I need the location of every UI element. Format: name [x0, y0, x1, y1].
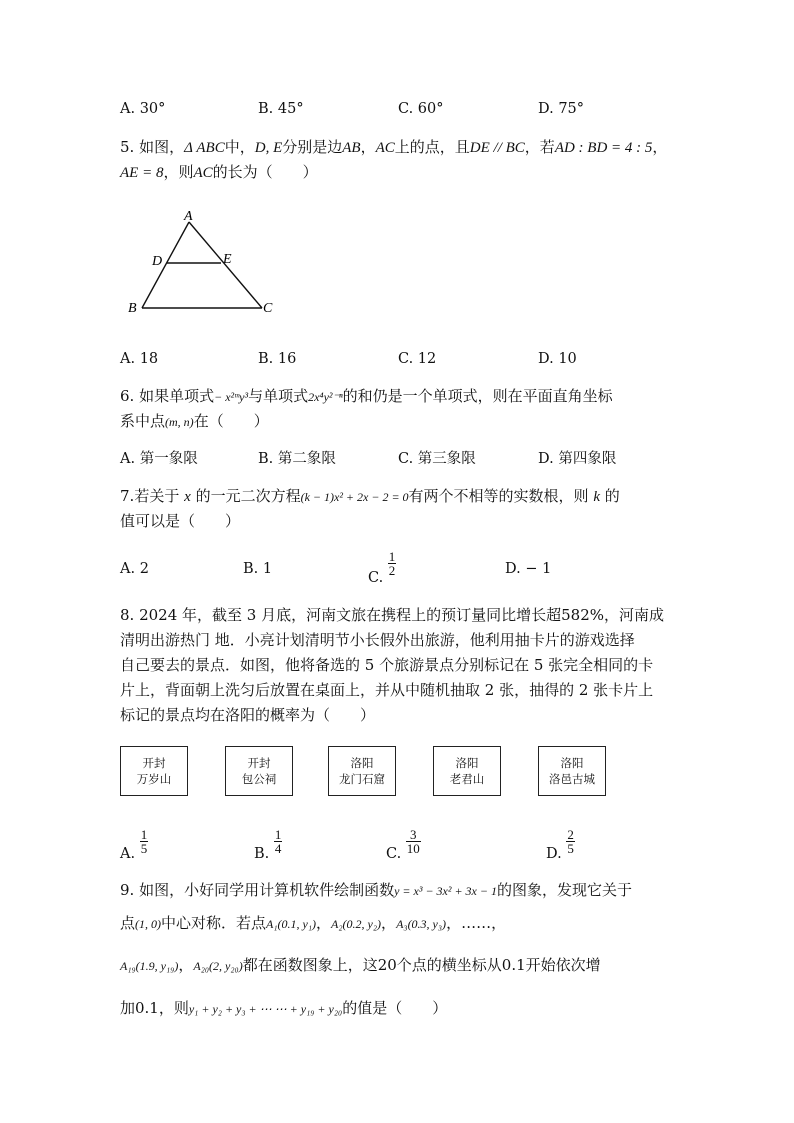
q7-option-b[interactable]: B. 1	[243, 561, 273, 577]
q4-option-c[interactable]	[398, 99, 444, 119]
option-value: 45°	[277, 101, 304, 117]
q7-line2: 值可以是（ ）	[120, 512, 241, 530]
label-a: A	[184, 209, 193, 224]
q5-option-d[interactable]: D. 10	[538, 351, 577, 367]
q5-option-a[interactable]: A. 18	[120, 351, 159, 367]
q9-line3: A₁₉(1.9, y₁₉)，A₂₀(2, y₂₀)都在函数图象上，这20个点的横坐标从0.1开始依次增	[120, 956, 601, 974]
q8-option-c[interactable]: C. $\frac{3}{10}$	[386, 827, 420, 862]
q9-line4: 加0.1，则y₁ + y₂ + y₃ + ⋯ ⋯ + y₁₉ + y₂₀的值是（ ）	[120, 999, 448, 1017]
card-luoyang-longmen: 洛阳 龙门石窟	[328, 746, 396, 796]
option-key: B.	[258, 101, 274, 117]
q8-line3: 自己要去的景点．如图，他将备选的 5 个旅游景点分别标记在 5 张完全相同的卡	[120, 656, 654, 674]
option-key: A.	[120, 101, 136, 117]
q8-line4: 片上，背面朝上洗匀后放置在桌面上，并从中随机抽取 2 张，抽得的 2 张卡片上	[120, 681, 654, 699]
q9-line1: 9. 如图，小好同学用计算机软件绘制函数y = x³ − 3x² + 3x − 1的图象，发现它关于	[120, 881, 632, 899]
triangle-figure	[120, 205, 290, 320]
q8-option-d[interactable]: D. $\frac{2}{5}$	[546, 827, 574, 862]
q5-line1: 5. 如图，Δ ABC中，D, E分别是边AB，AC上的点，且DE // BC，若AD : BD = 4 : 5，	[120, 138, 668, 156]
q6-option-d[interactable]: D. 第四象限	[538, 451, 617, 467]
option-value: 30°	[139, 101, 166, 117]
label-b: B	[128, 301, 137, 316]
card-luoyang-luoyi: 洛阳 洛邑古城	[538, 746, 606, 796]
q7-option-c[interactable]: C. $\frac{1}{2}$	[368, 549, 396, 586]
label-d: D	[152, 254, 163, 269]
q7-option-a[interactable]: A. 2	[120, 561, 149, 577]
q7-option-d[interactable]: D. − 1	[505, 561, 552, 577]
fraction: $\frac{1}{2}$	[388, 549, 396, 578]
q6-option-c[interactable]: C. 第三象限	[398, 451, 476, 467]
q4-option-b[interactable]	[258, 99, 304, 119]
q8-line5: 标记的景点均在洛阳的概率为（ ）	[120, 706, 376, 724]
q8-line2: 清明出游热门 地．小亮计划清明节小长假外出旅游，他利用抽卡片的游戏选择	[120, 631, 635, 649]
q6-option-b[interactable]: B. 第二象限	[258, 451, 336, 467]
q9-line2: 点(1, 0)中心对称．若点A₁(0.1, y₁)，A₂(0.2, y₂)，A₃(0.3, y₃)，……，	[120, 914, 507, 932]
q6-option-a[interactable]: A. 第一象限	[120, 451, 198, 467]
label-c: C	[263, 301, 273, 316]
q4-option-a[interactable]	[120, 99, 165, 119]
q8-option-b[interactable]: B. $\frac{1}{4}$	[254, 827, 282, 862]
option-value: 75°	[558, 101, 585, 117]
q5-option-c[interactable]: C. 12	[398, 351, 437, 367]
q7-line1: 7.若关于 x 的一元二次方程(k − 1)x² + 2x − 2 = 0有两个不相等的实数根，则 k 的	[120, 487, 620, 505]
card-luoyang-laojunshan: 洛阳 老君山	[433, 746, 501, 796]
q4-option-d[interactable]	[538, 99, 584, 119]
side-ab	[142, 222, 189, 308]
q5-option-b[interactable]: B. 16	[258, 351, 297, 367]
q8-line1: 8. 2024 年，截至 3 月底，河南文旅在携程上的预订量同比增长超582%，河南成	[120, 606, 664, 624]
option-key: C.	[398, 101, 414, 117]
q5-line2: AE = 8，则AC的长为（ ）	[120, 163, 318, 181]
option-value: 60°	[417, 101, 444, 117]
q8-option-a[interactable]: A. $\frac{1}{5}$	[120, 827, 148, 862]
label-e: E	[223, 252, 232, 267]
q6-line1: 6. 如果单项式− x²ᵐy³与单项式2x⁴y²⁻ⁿ的和仍是一个单项式，则在平面直角坐标	[120, 387, 613, 405]
card-kaifeng-wansuishan: 开封 万岁山	[120, 746, 188, 796]
card-kaifeng-baogongci: 开封 包公祠	[225, 746, 293, 796]
q6-line2: 系中点(m, n)在（ ）	[120, 412, 269, 430]
option-key: D.	[538, 101, 554, 117]
